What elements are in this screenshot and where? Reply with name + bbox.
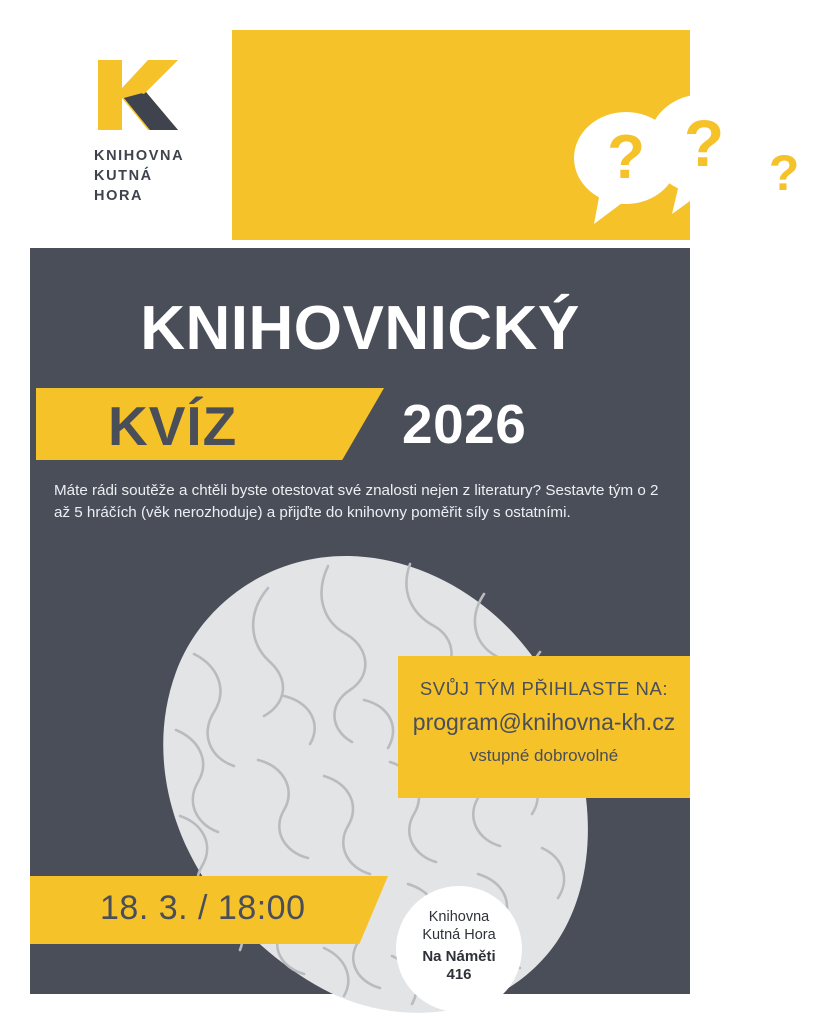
library-logo (84, 58, 234, 206)
question-bubbles-illustration (568, 88, 838, 258)
signup-box (398, 656, 690, 798)
kviz-label: KVÍZ (108, 395, 238, 457)
year-label: 2026 (402, 393, 527, 455)
venue-line-2: Kutná Hora (422, 927, 496, 943)
main-panel (30, 248, 690, 994)
venue-line-1: Knihovna (428, 909, 490, 925)
logo-line-3: HORA (94, 188, 144, 204)
logo-k-icon (94, 58, 180, 132)
logo-line-2: KUTNÁ (94, 168, 153, 184)
signup-heading: SVŮJ TÝM PŘIHLASTE NA: (419, 678, 669, 699)
venue-line-3: Na Náměti (422, 948, 496, 965)
description-text: Máte rádi soutěže a chtěli byste otestovat své znalosti nejen z literatury? Sestavte tým o 2 až 5 hráčích (věk nerozhoduje) a přijďte do knihovny poměřit síly s ostatními. (54, 482, 659, 521)
header-yellow-panel (232, 30, 800, 240)
logo-line-1: KNIHOVNA (94, 148, 185, 164)
subtitle-row (30, 388, 690, 462)
svg-text:?: ? (683, 106, 725, 180)
signup-email[interactable]: program@knihovna-kh.cz (412, 709, 676, 735)
signup-note: vstupné dobrovolné (469, 746, 619, 765)
event-date: 18. 3. / 18:00 (100, 889, 306, 927)
svg-text:?: ? (768, 145, 800, 201)
svg-text:?: ? (607, 123, 645, 192)
page-title: KNIHOVNICKÝ (140, 294, 580, 363)
venue-badge (396, 886, 522, 1012)
venue-line-4: 416 (446, 966, 472, 983)
logo-text (94, 146, 234, 206)
